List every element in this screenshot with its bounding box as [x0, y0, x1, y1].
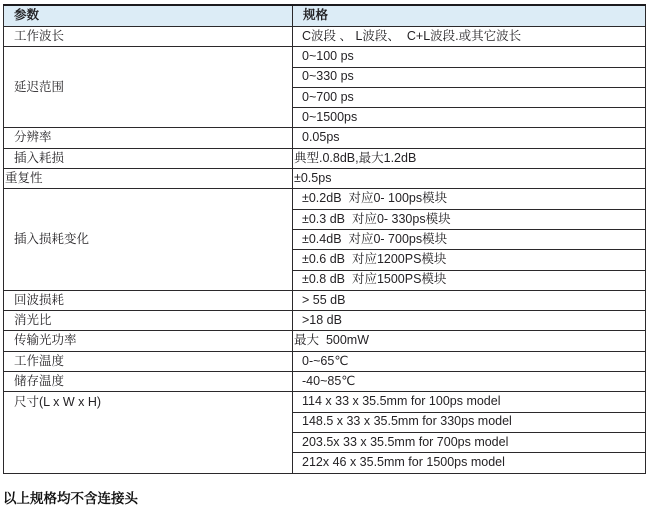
value-cell: 0-~65℃ — [293, 351, 646, 371]
header-spec: 规格 — [293, 5, 646, 27]
value-cell: ±0.2dB 对应0- 100ps模块 — [293, 189, 646, 209]
param-cell: 工作温度 — [4, 351, 293, 371]
value-cell: 0~330 ps — [293, 67, 646, 87]
value-cell: 0.05ps — [293, 128, 646, 148]
value-cell: ±0.6 dB 对应1200PS模块 — [293, 250, 646, 270]
value-cell: 114 x 33 x 35.5mm for 100ps model — [293, 392, 646, 412]
header-param: 参数 — [4, 5, 293, 27]
value-cell: 148.5 x 33 x 35.5mm for 330ps model — [293, 412, 646, 432]
value-cell: 212x 46 x 35.5mm for 1500ps model — [293, 453, 646, 473]
param-cell: 重复性 — [4, 169, 293, 189]
spec-table — [3, 4, 646, 474]
value-cell: ±0.5ps — [293, 169, 646, 189]
param-cell: 回波损耗 — [4, 290, 293, 310]
value-cell: 0~700 ps — [293, 87, 646, 107]
table-row — [4, 27, 646, 47]
footnote: 以上规格均不含连接头 — [3, 491, 138, 506]
param-cell: 传输光功率 — [4, 331, 293, 351]
table-row — [4, 290, 646, 310]
table-row — [4, 372, 646, 392]
table-row — [4, 148, 646, 168]
value-cell: 典型.0.8dB,最大1.2dB — [293, 148, 646, 168]
value-cell: 0~100 ps — [293, 47, 646, 67]
param-cell: 储存温度 — [4, 372, 293, 392]
table-row — [4, 311, 646, 331]
value-cell: 最大 500mW — [293, 331, 646, 351]
param-cell: 分辨率 — [4, 128, 293, 148]
table-row — [4, 392, 646, 412]
value-cell: 0~1500ps — [293, 108, 646, 128]
table-row — [4, 47, 646, 67]
header-row — [4, 5, 646, 27]
param-cell: 插入损耗变化 — [4, 189, 293, 290]
table-row — [4, 331, 646, 351]
param-cell: 工作波长 — [4, 27, 293, 47]
param-cell: 延迟范围 — [4, 47, 293, 128]
value-cell: ±0.8 dB 对应1500PS模块 — [293, 270, 646, 290]
param-cell: 消光比 — [4, 311, 293, 331]
value-cell: > 55 dB — [293, 290, 646, 310]
table-row — [4, 169, 646, 189]
param-cell: 尺寸(L x W x H) — [4, 392, 293, 473]
table-row — [4, 189, 646, 209]
value-cell: 203.5x 33 x 35.5mm for 700ps model — [293, 432, 646, 452]
table-row — [4, 351, 646, 371]
table-row — [4, 128, 646, 148]
value-cell: -40~85℃ — [293, 372, 646, 392]
value-cell: C波段 、 L波段、 C+L波段.或其它波长 — [293, 27, 646, 47]
value-cell: ±0.3 dB 对应0- 330ps模块 — [293, 209, 646, 229]
param-cell: 插入耗损 — [4, 148, 293, 168]
value-cell: ±0.4dB 对应0- 700ps模块 — [293, 229, 646, 249]
value-cell: >18 dB — [293, 311, 646, 331]
